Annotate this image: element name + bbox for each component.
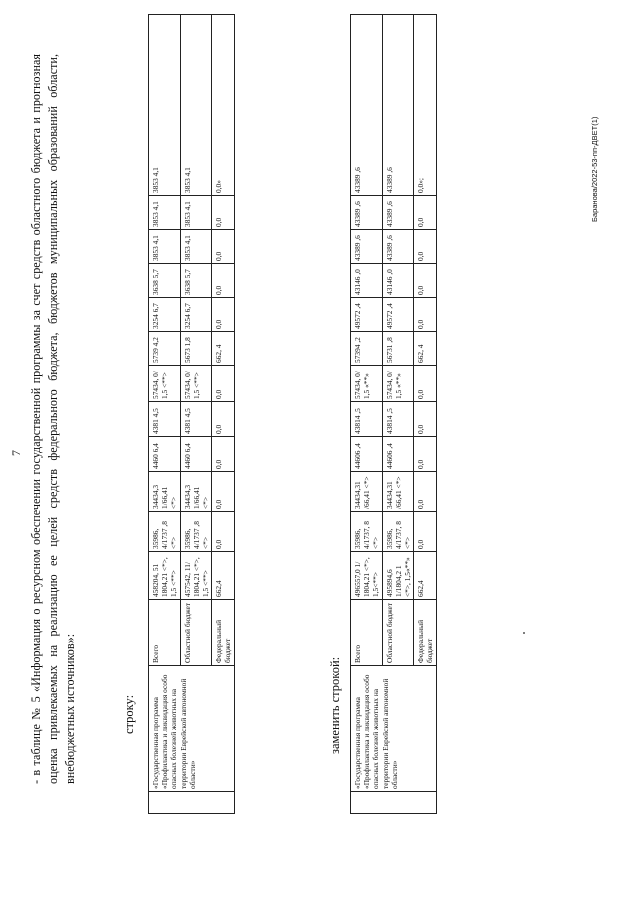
value-cell: 0,0 bbox=[212, 472, 234, 512]
value-cell: 0,0 bbox=[212, 264, 234, 298]
value-cell: 57434, 0/ 1,5 <**> bbox=[180, 366, 212, 402]
value-cell: 0,0 bbox=[414, 264, 436, 298]
value-cell: 3853 4,1 bbox=[149, 230, 181, 264]
value-cell: 56731 ,8 bbox=[382, 332, 414, 366]
value-cell: 0,0 bbox=[212, 230, 234, 264]
value-cell: 496557,0 1/ 1804,21 <*>, 1,5<**> bbox=[351, 552, 383, 600]
value-cell: 44606 ,4 bbox=[382, 437, 414, 472]
value-cell: 0,0 bbox=[414, 298, 436, 332]
document-code: Баранова/2022-53-пп-ДВЕТ(1) bbox=[590, 116, 599, 222]
value-cell: 34434,3 1/66,41 <*> bbox=[149, 472, 181, 512]
value-cell: 5739 4,2 bbox=[149, 332, 181, 366]
value-cell: 0,0 bbox=[414, 366, 436, 402]
source-cell: Всего bbox=[351, 600, 383, 666]
intro-paragraph bbox=[28, 54, 79, 784]
table-row bbox=[149, 15, 181, 814]
value-cell: 43814 ,5 bbox=[382, 402, 414, 437]
program-name-cell: «Государственная программа «Профилактика и ликвидация особо опасных болезней животных на территории Еврейской автономной области» bbox=[149, 666, 235, 792]
source-cell: Федеральный бюджет bbox=[212, 600, 234, 666]
value-cell: 3853 4,1 bbox=[149, 15, 181, 196]
table-row bbox=[351, 15, 383, 814]
value-cell: 662, 4 bbox=[414, 332, 436, 366]
value-cell: 34434,3 1/66,41 <*> bbox=[180, 472, 212, 512]
value-cell: 34434,31 /66,41 <*> bbox=[351, 472, 383, 512]
value-cell: 57434, 0/ 1,5 «**» bbox=[351, 366, 383, 402]
value-cell: 0,0 bbox=[212, 402, 234, 437]
value-cell: 4381 4,5 bbox=[180, 402, 212, 437]
value-cell: 3638 5,7 bbox=[180, 264, 212, 298]
value-cell: 43814 ,5 bbox=[351, 402, 383, 437]
table-old bbox=[148, 14, 235, 814]
value-cell: 662, 4 bbox=[212, 332, 234, 366]
value-cell: 4460 6,4 bbox=[180, 437, 212, 472]
value-cell: 5673 1,8 bbox=[180, 332, 212, 366]
value-cell: 3638 5,7 bbox=[149, 264, 181, 298]
empty-cell bbox=[351, 792, 437, 814]
source-cell: Областной бюджет bbox=[180, 600, 212, 666]
value-cell: 662,4 bbox=[414, 552, 436, 600]
value-cell: 495894,6 1/1804,2 1 <*>, 1,5«**» bbox=[382, 552, 414, 600]
value-cell: 0,0 bbox=[414, 402, 436, 437]
value-cell: 457542, 11/ 1804,21 <*>, 1,5 <**> bbox=[180, 552, 212, 600]
value-cell: 3853 4,1 bbox=[180, 230, 212, 264]
value-cell: 0,0 bbox=[414, 512, 436, 552]
value-cell: 43389 ,6 bbox=[382, 15, 414, 196]
value-cell: 57394 ,2 bbox=[351, 332, 383, 366]
value-cell: 0,0 bbox=[414, 472, 436, 512]
value-cell: 44606 ,4 bbox=[351, 437, 383, 472]
value-cell: 43389 ,6 bbox=[382, 230, 414, 264]
value-cell: 57434, 0/ 1,5 «**» bbox=[382, 366, 414, 402]
value-cell: 662,4 bbox=[212, 552, 234, 600]
value-cell: 35986, 4/1737 ,8 <*> bbox=[149, 512, 181, 552]
label-new-row: заменить строкой: bbox=[328, 656, 342, 754]
intro-text: - в таблице № 5 «Информация о ресурсном обеспечении государственной программы за счет средств областного бюджета и прогнозная оценка привлекаемых на реализацию ее целей средств федерального бюджета, бюджетов муниципальных образований области, внебюджетных источников»: bbox=[29, 54, 77, 784]
program-name-cell: «Государственная программа «Профилактика и ликвидация особо опасных болезней животных на территории Еврейской автономной области» bbox=[351, 666, 437, 792]
value-cell: 35986, 4/1737, 8 <*> bbox=[382, 512, 414, 552]
value-cell: 3254 6,7 bbox=[180, 298, 212, 332]
label-old-row: строку: bbox=[122, 694, 136, 734]
value-cell: 3853 4,1 bbox=[180, 196, 212, 230]
source-cell: Федеральный бюджет bbox=[414, 600, 436, 666]
empty-cell bbox=[149, 792, 235, 814]
value-cell: 0,0» bbox=[212, 15, 234, 196]
value-cell: 0,0»; bbox=[414, 15, 436, 196]
value-cell: 35986, 4/1737, 8 <*> bbox=[351, 512, 383, 552]
page-number: 7 bbox=[9, 450, 23, 456]
value-cell: 3853 4,1 bbox=[149, 196, 181, 230]
value-cell: 0,0 bbox=[414, 437, 436, 472]
value-cell: 43389 ,6 bbox=[351, 15, 383, 196]
value-cell: 4460 6,4 bbox=[149, 437, 181, 472]
value-cell: 35986, 4/1737 ,8 <*> bbox=[180, 512, 212, 552]
value-cell: 0,0 bbox=[212, 196, 234, 230]
value-cell: 0,0 bbox=[212, 512, 234, 552]
value-cell: 43389 ,6 bbox=[351, 230, 383, 264]
value-cell: 34434,31 /66,41 <*> bbox=[382, 472, 414, 512]
value-cell: 4381 4,5 bbox=[149, 402, 181, 437]
source-cell: Областной бюджет bbox=[382, 600, 414, 666]
value-cell: 0,0 bbox=[414, 230, 436, 264]
value-cell: 49572 ,4 bbox=[351, 298, 383, 332]
value-cell: 0,0 bbox=[212, 366, 234, 402]
source-cell: Всего bbox=[149, 600, 181, 666]
value-cell: 43389 ,6 bbox=[382, 196, 414, 230]
table-new bbox=[350, 14, 437, 814]
stray-mark bbox=[523, 632, 525, 634]
value-cell: 49572 ,4 bbox=[382, 298, 414, 332]
value-cell: 0,0 bbox=[212, 298, 234, 332]
value-cell: 57434, 0/ 1,5 <**> bbox=[149, 366, 181, 402]
value-cell: 3254 6,7 bbox=[149, 298, 181, 332]
value-cell: 0,0 bbox=[212, 437, 234, 472]
value-cell: 0,0 bbox=[414, 196, 436, 230]
value-cell: 43146 ,0 bbox=[351, 264, 383, 298]
value-cell: 3853 4,1 bbox=[180, 15, 212, 196]
value-cell: 43146 ,0 bbox=[382, 264, 414, 298]
value-cell: 458204, 51 1804,21 <*>, 1,5 <**> bbox=[149, 552, 181, 600]
value-cell: 43389 ,6 bbox=[351, 196, 383, 230]
